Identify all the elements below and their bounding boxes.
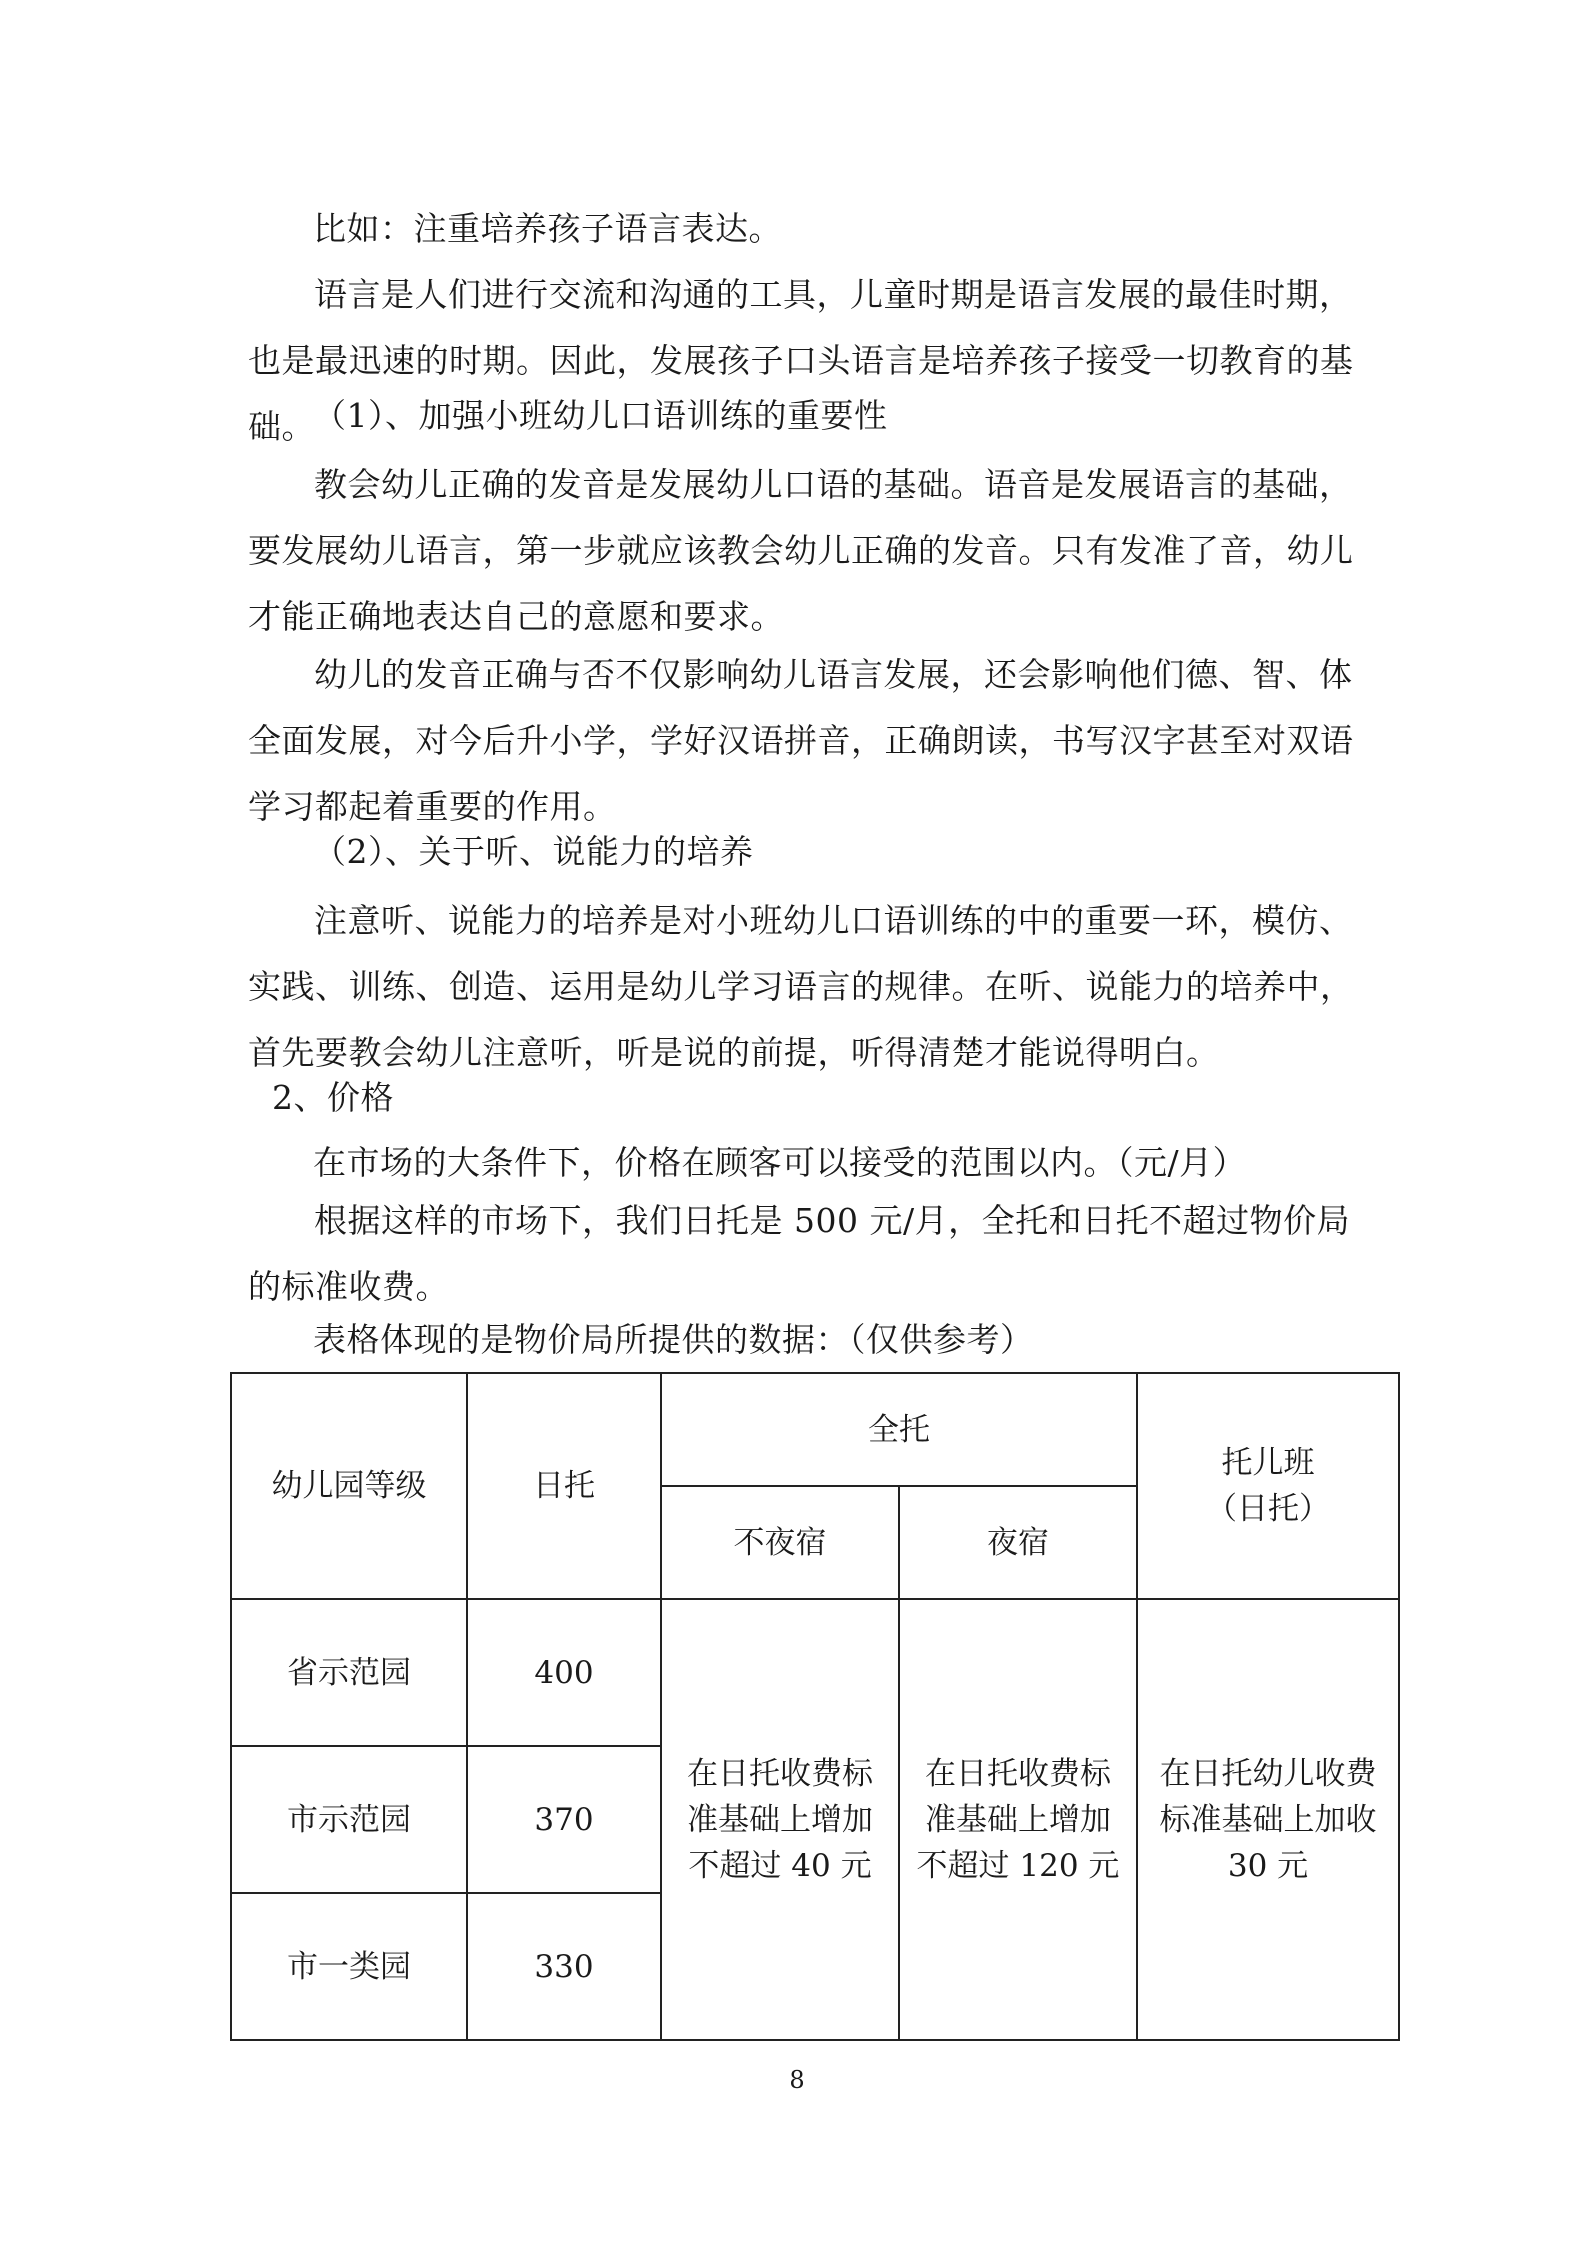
row-level: 市示范园 xyxy=(231,1746,467,1893)
row-level: 省示范园 xyxy=(231,1599,467,1746)
nursery-note: 在日托幼儿收费标准基础上加收 30 元 xyxy=(1137,1599,1399,2040)
row-daycare-fee: 330 xyxy=(467,1893,661,2040)
subheading-listening-speaking: （2）、关于听、说能力的培养 xyxy=(313,832,754,871)
row-level: 市一类园 xyxy=(231,1893,467,2040)
paragraph-pronunciation: 教会幼儿正确的发音是发展幼儿口语的基础。语音是发展语言的基础，要发展幼儿语言，第一步就应该教会幼儿正确的发音。只有发准了音，幼儿才能正确地表达自己的意愿和要求。 xyxy=(248,465,1354,636)
paragraph-daycare-fee: 根据这样的市场下，我们日托是 500 元/月，全托和日托不超过物价局的标准收费。 xyxy=(248,1201,1351,1306)
paragraph-price-range: 在市场的大条件下，价格在顾客可以接受的范围以内。（元/月） xyxy=(313,1143,1247,1182)
header-nursery-label: 托儿班 xyxy=(1221,1445,1315,1481)
header-no-overnight: 不夜宿 xyxy=(661,1486,899,1599)
paragraph-table-intro: 表格体现的是物价局所提供的数据：（仅供参考） xyxy=(313,1320,1034,1359)
subheading-oral-training: （1）、加强小班幼儿口语训练的重要性 xyxy=(313,396,888,435)
paragraph-pronunciation-impact: 幼儿的发音正确与否不仅影响幼儿语言发展，还会影响他们德、智、体全面发展，对今后升小学，学好汉语拼音，正确朗读，书写汉字甚至对双语学习都起着重要的作用。 xyxy=(248,655,1354,826)
row-daycare-fee: 400 xyxy=(467,1599,661,1746)
no-overnight-note: 在日托收费标准基础上增加不超过 40 元 xyxy=(661,1599,899,2040)
paragraph-language-tool: 语言是人们进行交流和沟通的工具，儿童时期是语言发展的最佳时期，也是最迅速的时期。因此，发展孩子口头语言是培养孩子接受一切教育的基础。 xyxy=(248,275,1354,446)
header-kindergarten-level: 幼儿园等级 xyxy=(231,1373,467,1599)
row-daycare-fee: 370 xyxy=(467,1746,661,1893)
overnight-note: 在日托收费标准基础上增加不超过 120 元 xyxy=(899,1599,1137,2040)
header-overnight: 夜宿 xyxy=(899,1486,1137,1599)
paragraph-listening-speaking: 注意听、说能力的培养是对小班幼儿口语训练的中的重要一环，模仿、实践、训练、创造、运用是幼儿学习语言的规律。在听、说能力的培养中，首先要教会幼儿注意听，听是说的前提，听得清楚才能说得明白。 xyxy=(248,901,1354,1072)
table-row xyxy=(231,1599,1399,1746)
page-number: 8 xyxy=(789,2066,805,2094)
fee-standard-table xyxy=(230,1372,1400,2041)
header-nursery-sub: （日托） xyxy=(1206,1491,1330,1527)
header-nursery xyxy=(1137,1373,1399,1599)
header-daycare: 日托 xyxy=(467,1373,661,1599)
section-heading-price: 2、价格 xyxy=(272,1078,394,1117)
header-fulltime: 全托 xyxy=(661,1373,1137,1486)
paragraph-example: 比如：注重培养孩子语言表达。 xyxy=(313,209,782,248)
